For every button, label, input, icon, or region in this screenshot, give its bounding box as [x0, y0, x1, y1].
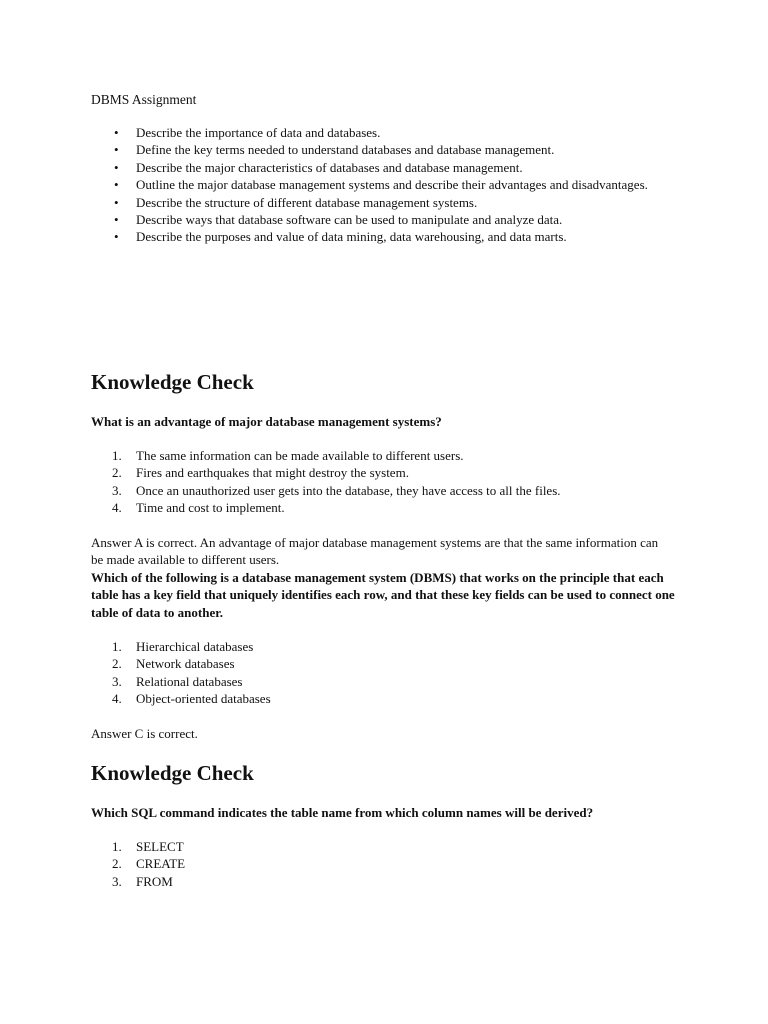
list-item — [91, 464, 651, 481]
bullet-icon: • — [114, 212, 119, 228]
list-item — [91, 499, 651, 516]
list-item — [91, 855, 651, 872]
answer-text: Answer C is correct. — [91, 726, 198, 741]
option-text: Hierarchical databases — [136, 639, 254, 654]
option-text: Fires and earthquakes that might destroy the system. — [136, 465, 409, 481]
question-text: Which of the following is a database management system (DBMS) that works on the principle that each table has a key field that uniquely identifies each row, and that these key fields can be used to connect one table of data to another. — [91, 570, 675, 620]
option-text: The same information can be made available to different users. — [136, 448, 464, 463]
option-text: Once an unauthorized user gets into the database, they have access to all the files. — [136, 482, 561, 498]
option-number: 2. — [112, 856, 122, 872]
bullet-icon: • — [114, 142, 119, 158]
option-number: 4. — [112, 500, 122, 516]
list-item — [91, 655, 651, 672]
objective-text: Describe the major characteristics of databases and database management. — [136, 159, 523, 175]
list-item — [91, 159, 651, 176]
option-text: Network databases — [136, 656, 235, 672]
objective-text: Describe the structure of different database management systems. — [136, 194, 478, 210]
answer-options-list — [91, 447, 651, 517]
document-title: DBMS Assignment — [91, 92, 197, 107]
list-item — [91, 690, 651, 707]
section-heading: Knowledge Check — [91, 761, 254, 785]
list-item — [91, 873, 651, 890]
option-text: Relational databases — [136, 673, 243, 689]
option-text: Object-oriented databases — [136, 691, 271, 707]
option-number: 2. — [112, 465, 122, 481]
list-item — [91, 838, 651, 855]
option-number: 1. — [112, 448, 122, 463]
list-item — [91, 141, 651, 158]
option-text: FROM — [136, 873, 173, 889]
option-number: 1. — [112, 839, 122, 854]
question-text: Which SQL command indicates the table name from which column names will be derived? — [91, 805, 594, 820]
list-item — [91, 194, 651, 211]
bullet-icon: • — [114, 177, 119, 193]
objective-text: Describe the purposes and value of data mining, data warehousing, and data marts. — [136, 229, 567, 245]
option-text: Time and cost to implement. — [136, 500, 285, 516]
answer-options-list — [91, 838, 651, 890]
list-item — [91, 482, 651, 499]
bullet-icon: • — [114, 194, 119, 210]
bullet-icon: • — [114, 229, 119, 245]
option-text: SELECT — [136, 839, 184, 854]
option-number: 4. — [112, 691, 122, 707]
answer-options-list — [91, 638, 651, 708]
list-item — [91, 447, 651, 464]
bullet-icon: • — [114, 125, 119, 140]
objective-text: Define the key terms needed to understand databases and database management. — [136, 142, 555, 158]
answer-text: Answer A is correct. An advantage of major database management systems are that the same information can be made available to different users. — [91, 535, 659, 568]
objective-text: Describe ways that database software can be used to manipulate and analyze data. — [136, 212, 563, 228]
question-text: What is an advantage of major database management systems? — [91, 414, 442, 429]
list-item — [91, 211, 651, 228]
option-number: 3. — [112, 673, 122, 689]
list-item — [91, 176, 651, 193]
option-text: CREATE — [136, 856, 186, 872]
objective-text: Describe the importance of data and databases. — [136, 125, 381, 140]
bullet-icon: • — [114, 159, 119, 175]
option-number: 3. — [112, 482, 122, 498]
list-item — [91, 638, 651, 655]
list-item — [91, 673, 651, 690]
list-item — [91, 228, 651, 245]
section-heading: Knowledge Check — [91, 370, 254, 394]
option-number: 2. — [112, 656, 122, 672]
list-item — [91, 124, 651, 141]
objectives-list — [91, 124, 651, 246]
option-number: 3. — [112, 873, 122, 889]
option-number: 1. — [112, 639, 122, 654]
objective-text: Outline the major database management systems and describe their advantages and disadvantages. — [136, 177, 648, 193]
